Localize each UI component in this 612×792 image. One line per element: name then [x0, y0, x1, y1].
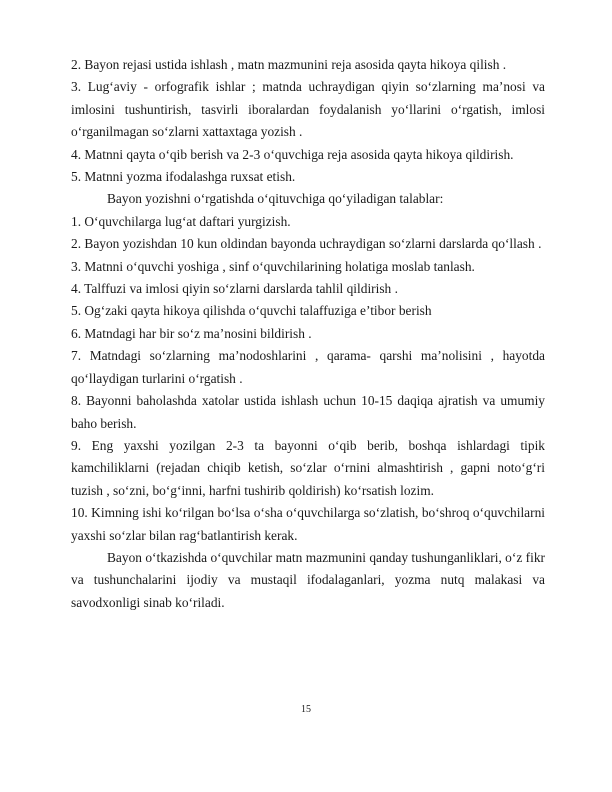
paragraph-written-permission: 5. Matnni yozma ifodalashga ruxsat etish.	[71, 169, 296, 185]
paragraph-lexical-orthographic: 3. Lug‘aviy - orfografik ishlar ; matnda uchraydigan qiyin so‘zlarning ma’nosi va imlosini tushuntirish, tasvirli iboralardan foydalanish yo‘llarini o‘rgatish, imlosi o‘rganilmagan so‘zlarni xattaxtaga yozish .	[71, 79, 545, 140]
requirement-item-9: 9. Eng yaxshi yozilgan 2-3 ta bayonni o‘qib berib, boshqa ishlardagi tipik kamchiliklarni (rejadan chiqib ketish, so‘zlar o‘rnini almashtirish , gapni noto‘g‘ri tuzish , so‘zni, bo‘g‘inni, harfni tushirib qoldirish) ko‘rsatish lozim.	[71, 437, 545, 498]
requirement-item-4: 4. Talffuzi va imlosi qiyin so‘zlarni darslarda tahlil qildirish .	[71, 281, 398, 297]
requirement-item-1: 1. O‘quvchilarga lug‘at daftari yurgizish.	[71, 213, 291, 229]
requirement-item-2: 2. Bayon yozishdan 10 kun oldindan bayonda uchraydigan so‘zlarni darslarda qo‘llash .	[71, 236, 542, 252]
page-number: 15	[301, 704, 311, 715]
requirement-item-6: 6. Matndagi har bir so‘z ma’nosini bildirish .	[71, 325, 312, 341]
section-heading-teacher-requirements: Bayon yozishni o‘rgatishda o‘qituvchiga qo‘yiladigan talablar:	[107, 191, 444, 207]
paragraph-plan-work: 2. Bayon rejasi ustida ishlash , matn mazmunini reja asosida qayta hikoya qilish .	[71, 57, 507, 72]
requirement-item-7: 7. Matndagi so‘zlarning ma’nodoshlarini , qarama- qarshi ma’nolisini , hayotda qo‘llaydigan turlarini o‘rgatish .	[71, 348, 545, 386]
paragraph-conclusion: Bayon o‘tkazishda o‘quvchilar matn mazmunini qanday tushunganliklari, o‘z fikr va tushunchalarini ijodiy va mustaqil ifodalaganlari, yozma nutq malakasi va savodxonligi sinab ko‘riladi.	[71, 549, 545, 610]
document-body	[71, 54, 545, 614]
requirement-item-3: 3. Matnni o‘quvchi yoshiga , sinf o‘quvchilarining holatiga moslab tanlash.	[71, 258, 475, 274]
requirement-item-8: 8. Bayonni baholashda xatolar ustida ishlash uchun 10-15 daqiqa ajratish va umumiy baho berish.	[71, 393, 545, 431]
requirement-item-5: 5. Og‘zaki qayta hikoya qilishda o‘quvchi talaffuziga e’tibor berish	[71, 303, 432, 319]
paragraph-reread-text: 4. Matnni qayta o‘qib berish va 2-3 o‘quvchiga reja asosida qayta hikoya qildirish.	[71, 146, 514, 162]
requirement-item-10: 10. Kimning ishi ko‘rilgan bo‘lsa o‘sha o‘quvchilarga so‘zlatish, bo‘shroq o‘quvchilarni yaxshi so‘zlar bilan rag‘batlantirish kerak.	[71, 505, 545, 543]
